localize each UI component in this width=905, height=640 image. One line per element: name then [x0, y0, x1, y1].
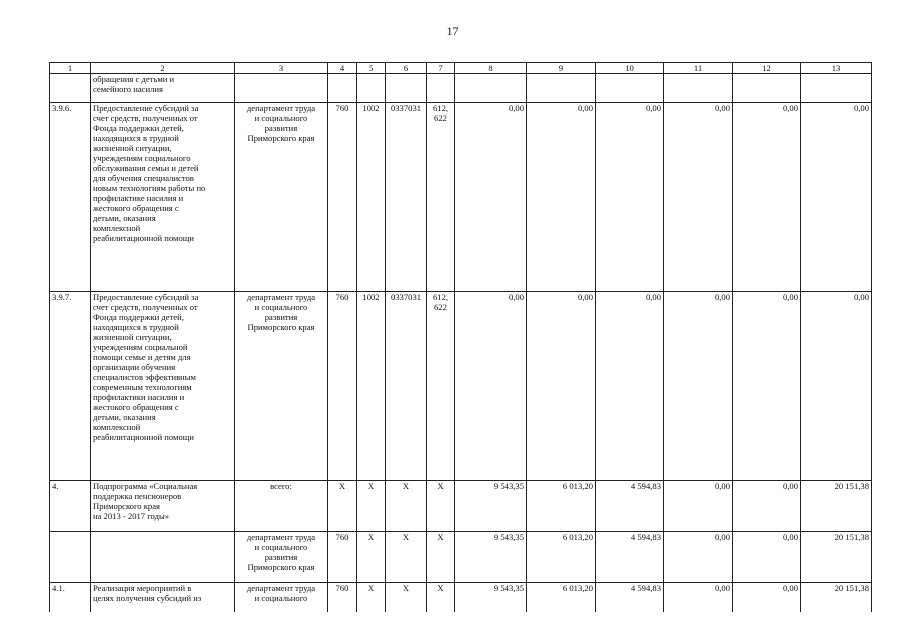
table-row — [50, 74, 872, 103]
amount-cell: 9 543,35 — [455, 583, 527, 624]
table-row — [50, 481, 872, 532]
code-cell: X — [357, 532, 386, 583]
amount-cell: 9 543,35 — [455, 532, 527, 583]
row-number: 3.9.7. — [50, 292, 91, 481]
row-number: 4. — [50, 481, 91, 532]
code-cell: 612, 622 — [427, 292, 455, 481]
column-header: 7 — [427, 63, 455, 74]
amount-cell: 0,00 — [801, 103, 872, 292]
column-header: 8 — [455, 63, 527, 74]
amount-cell — [801, 74, 872, 103]
column-header: 12 — [733, 63, 801, 74]
code-cell: 612, 622 — [427, 103, 455, 292]
code-cell: X — [328, 481, 357, 532]
amount-cell: 0,00 — [527, 292, 596, 481]
amount-cell: 4 594,83 — [596, 532, 664, 583]
amount-cell: 20 151,38 — [801, 583, 872, 624]
amount-cell — [527, 74, 596, 103]
amount-cell: 4 594,83 — [596, 583, 664, 624]
code-cell: 0337031 — [386, 292, 427, 481]
code-cell: 1002 — [357, 103, 386, 292]
responsible-cell — [235, 74, 328, 103]
code-cell: 760 — [328, 583, 357, 624]
code-cell — [357, 74, 386, 103]
column-header: 10 — [596, 63, 664, 74]
amount-cell: 0,00 — [455, 103, 527, 292]
amount-cell: 0,00 — [733, 532, 801, 583]
code-cell: 0337031 — [386, 103, 427, 292]
amount-cell: 4 594,83 — [596, 481, 664, 532]
column-header: 11 — [664, 63, 733, 74]
responsible-cell: департамент труда и социального — [235, 583, 328, 624]
amount-cell: 0,00 — [664, 103, 733, 292]
budget-table — [49, 62, 872, 624]
table-row — [50, 292, 872, 481]
amount-cell: 20 151,38 — [801, 481, 872, 532]
code-cell: X — [386, 481, 427, 532]
amount-cell — [455, 74, 527, 103]
amount-cell — [664, 74, 733, 103]
amount-cell: 0,00 — [733, 292, 801, 481]
responsible-cell: всего: — [235, 481, 328, 532]
amount-cell: 0,00 — [733, 481, 801, 532]
amount-cell: 20 151,38 — [801, 532, 872, 583]
amount-cell: 0,00 — [596, 292, 664, 481]
row-description: Реализация мероприятий в целях получения субсидий из — [91, 583, 235, 624]
row-description: Предоставление субсидий за счет средств, полученных от Фонда поддержки детей, находящихся в трудной жизненной ситуации, учреждениям социальной помощи семье и детям для организации обучения специалистов эффективным современным технологиям профилактики насилия и жестокого обращения с детьми, оказания комплексной реабилитационной помощи — [91, 292, 235, 481]
column-header: 3 — [235, 63, 328, 74]
amount-cell: 6 013,20 — [527, 481, 596, 532]
column-header: 13 — [801, 63, 872, 74]
row-description: Подпрограмма «Социальная поддержка пенсионеров Приморского края на 2013 - 2017 годы» — [91, 481, 235, 532]
column-header: 6 — [386, 63, 427, 74]
column-header: 4 — [328, 63, 357, 74]
code-cell: X — [427, 583, 455, 624]
code-cell: X — [427, 481, 455, 532]
responsible-cell: департамент труда и социального развития Приморского края — [235, 532, 328, 583]
row-number: 3.9.6. — [50, 103, 91, 292]
code-cell: X — [386, 532, 427, 583]
row-description: обращения с детьми и семейного насилия — [91, 74, 235, 103]
amount-cell: 0,00 — [455, 292, 527, 481]
code-cell: X — [386, 583, 427, 624]
column-header: 5 — [357, 63, 386, 74]
amount-cell: 0,00 — [733, 103, 801, 292]
code-cell — [386, 74, 427, 103]
table-row — [50, 532, 872, 583]
code-cell — [328, 74, 357, 103]
amount-cell: 6 013,20 — [527, 532, 596, 583]
amount-cell: 0,00 — [596, 103, 664, 292]
code-cell: X — [427, 532, 455, 583]
code-cell: X — [357, 583, 386, 624]
amount-cell: 0,00 — [664, 292, 733, 481]
amount-cell: 0,00 — [527, 103, 596, 292]
row-number — [50, 74, 91, 103]
row-number — [50, 532, 91, 583]
code-cell — [427, 74, 455, 103]
row-description — [91, 532, 235, 583]
amount-cell: 0,00 — [733, 583, 801, 624]
page-bottom-margin — [0, 612, 905, 640]
column-header: 2 — [91, 63, 235, 74]
amount-cell: 9 543,35 — [455, 481, 527, 532]
code-cell: 760 — [328, 532, 357, 583]
row-description: Предоставление субсидий за счет средств, полученных от Фонда поддержки детей, находящихся в трудной жизненной ситуации, учреждениям социального обслуживания семьи и детей для обучения специалистов новым технологиям работы по профилактике насилия и жестокого обращения с детьми, оказания комплексной реабилитационной помощи — [91, 103, 235, 292]
page-number: 17 — [446, 24, 459, 38]
amount-cell — [733, 74, 801, 103]
amount-cell — [596, 74, 664, 103]
table-row — [50, 103, 872, 292]
header-row — [50, 63, 872, 74]
code-cell: 1002 — [357, 292, 386, 481]
amount-cell: 0,00 — [801, 292, 872, 481]
amount-cell: 0,00 — [664, 583, 733, 624]
amount-cell: 6 013,20 — [527, 583, 596, 624]
column-header: 9 — [527, 63, 596, 74]
amount-cell: 0,00 — [664, 532, 733, 583]
code-cell: X — [357, 481, 386, 532]
code-cell: 760 — [328, 292, 357, 481]
code-cell: 760 — [328, 103, 357, 292]
responsible-cell: департамент труда и социального развития Приморского края — [235, 103, 328, 292]
row-number: 4.1. — [50, 583, 91, 624]
amount-cell: 0,00 — [664, 481, 733, 532]
column-header: 1 — [50, 63, 91, 74]
responsible-cell: департамент труда и социального развития Приморского края — [235, 292, 328, 481]
